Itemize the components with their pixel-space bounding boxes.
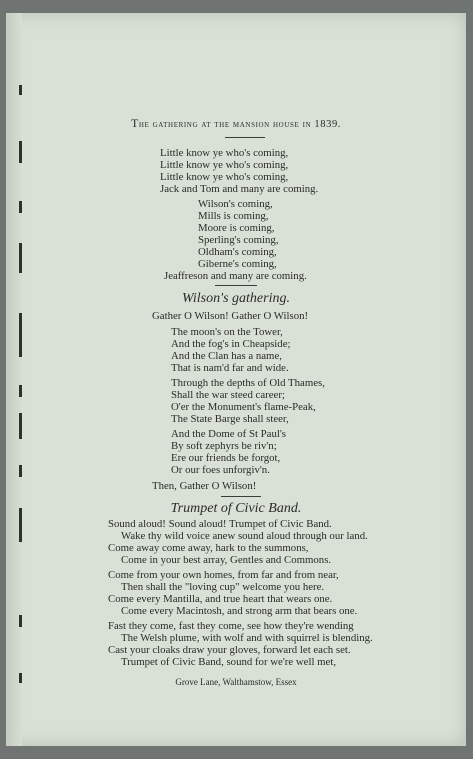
- trumpet-line: Wake thy wild voice anew sound aloud through our land.: [121, 530, 368, 542]
- wilson-closing-line: Then, Gather O Wilson!: [152, 480, 257, 492]
- wilson-verse-line: And the Clan has a name,: [171, 350, 282, 362]
- trumpet-line: Come away come away, hark to the summons,: [108, 542, 309, 554]
- wilson-verse-line: Through the depths of Old Thames,: [171, 377, 325, 389]
- wilson-verse-line: Or our foes unforgiv'n.: [171, 464, 270, 476]
- binding-mark: [19, 141, 22, 163]
- binding-mark: [19, 85, 22, 95]
- binding-mark: [19, 313, 22, 357]
- trumpet-line: Then shall the "loving cup" welcome you here.: [121, 581, 325, 593]
- trumpet-line: The Welsh plume, with wolf and with squirrel is blending.: [121, 632, 373, 644]
- trumpet-line: Trumpet of Civic Band, sound for we're well met,: [121, 656, 337, 668]
- wilson-verse-line: And the fog's in Cheapside;: [171, 338, 291, 350]
- wilson-verse-line: By soft zephyrs be riv'n;: [171, 440, 277, 452]
- section-rule: [215, 285, 257, 286]
- page-title: The gathering at the mansion house in 1839.: [130, 116, 342, 130]
- stanza2-line: Sperling's coming,: [198, 234, 279, 246]
- refrain-line: Gather O Wilson! Gather O Wilson!: [152, 310, 309, 322]
- wilson-verse-line: The State Barge shall steer,: [171, 413, 289, 425]
- binding-mark: [19, 385, 22, 397]
- stanza2-line: Oldham's coming,: [198, 246, 277, 258]
- section-rule: [221, 496, 261, 497]
- binding-mark: [19, 413, 22, 439]
- document-page: [6, 13, 466, 746]
- trumpet-line: Fast they come, fast they come, see how they're wending: [108, 620, 354, 632]
- binding-mark: [19, 465, 22, 477]
- trumpet-line: Come every Macintosh, and strong arm that bears one.: [121, 605, 358, 617]
- wilson-verse-line: That is nam'd far and wide.: [171, 362, 289, 374]
- trumpet-line: Come every Mantilla, and true heart that wears one.: [108, 593, 333, 605]
- stanza2-line: Wilson's coming,: [198, 198, 273, 210]
- section-heading-trumpet: Trumpet of Civic Band.: [170, 501, 302, 516]
- wilson-verse-line: Shall the war steed career;: [171, 389, 285, 401]
- title-rule: [225, 137, 265, 138]
- wilson-verse-line: Ere our friends be forgot,: [171, 452, 281, 464]
- trumpet-line: Come in your best array, Gentles and Commons.: [121, 554, 332, 566]
- binding-mark: [19, 201, 22, 213]
- stanza2-line: Giberne's coming,: [198, 258, 277, 270]
- stanza2-line: Mills is coming,: [198, 210, 269, 222]
- stanza1-line: Little know ye who's coming,: [160, 147, 289, 159]
- trumpet-line: Come from your own homes, from far and from near,: [108, 569, 339, 581]
- imprint-footer: Grove Lane, Walthamstow, Essex: [175, 677, 297, 687]
- wilson-verse-line: O'er the Monument's flame-Peak,: [171, 401, 316, 413]
- stanza2-line: Jeaffreson and many are coming.: [164, 270, 307, 282]
- stanza1-line: Jack and Tom and many are coming.: [160, 183, 319, 195]
- binding-mark: [19, 243, 22, 273]
- trumpet-line: Sound aloud! Sound aloud! Trumpet of Civic Band.: [108, 518, 332, 530]
- stanza2-line: Moore is coming,: [198, 222, 275, 234]
- trumpet-line: Cast your cloaks draw your gloves, forward let each set.: [108, 644, 351, 656]
- section-heading-wilson: Wilson's gathering.: [181, 291, 290, 306]
- wilson-verse-line: The moon's on the Tower,: [171, 326, 283, 338]
- wilson-verse-line: And the Dome of St Paul's: [171, 428, 287, 440]
- binding-mark: [19, 615, 22, 627]
- stanza1-line: Little know ye who's coming,: [160, 159, 289, 171]
- stanza1-line: Little know ye who's coming,: [160, 171, 289, 183]
